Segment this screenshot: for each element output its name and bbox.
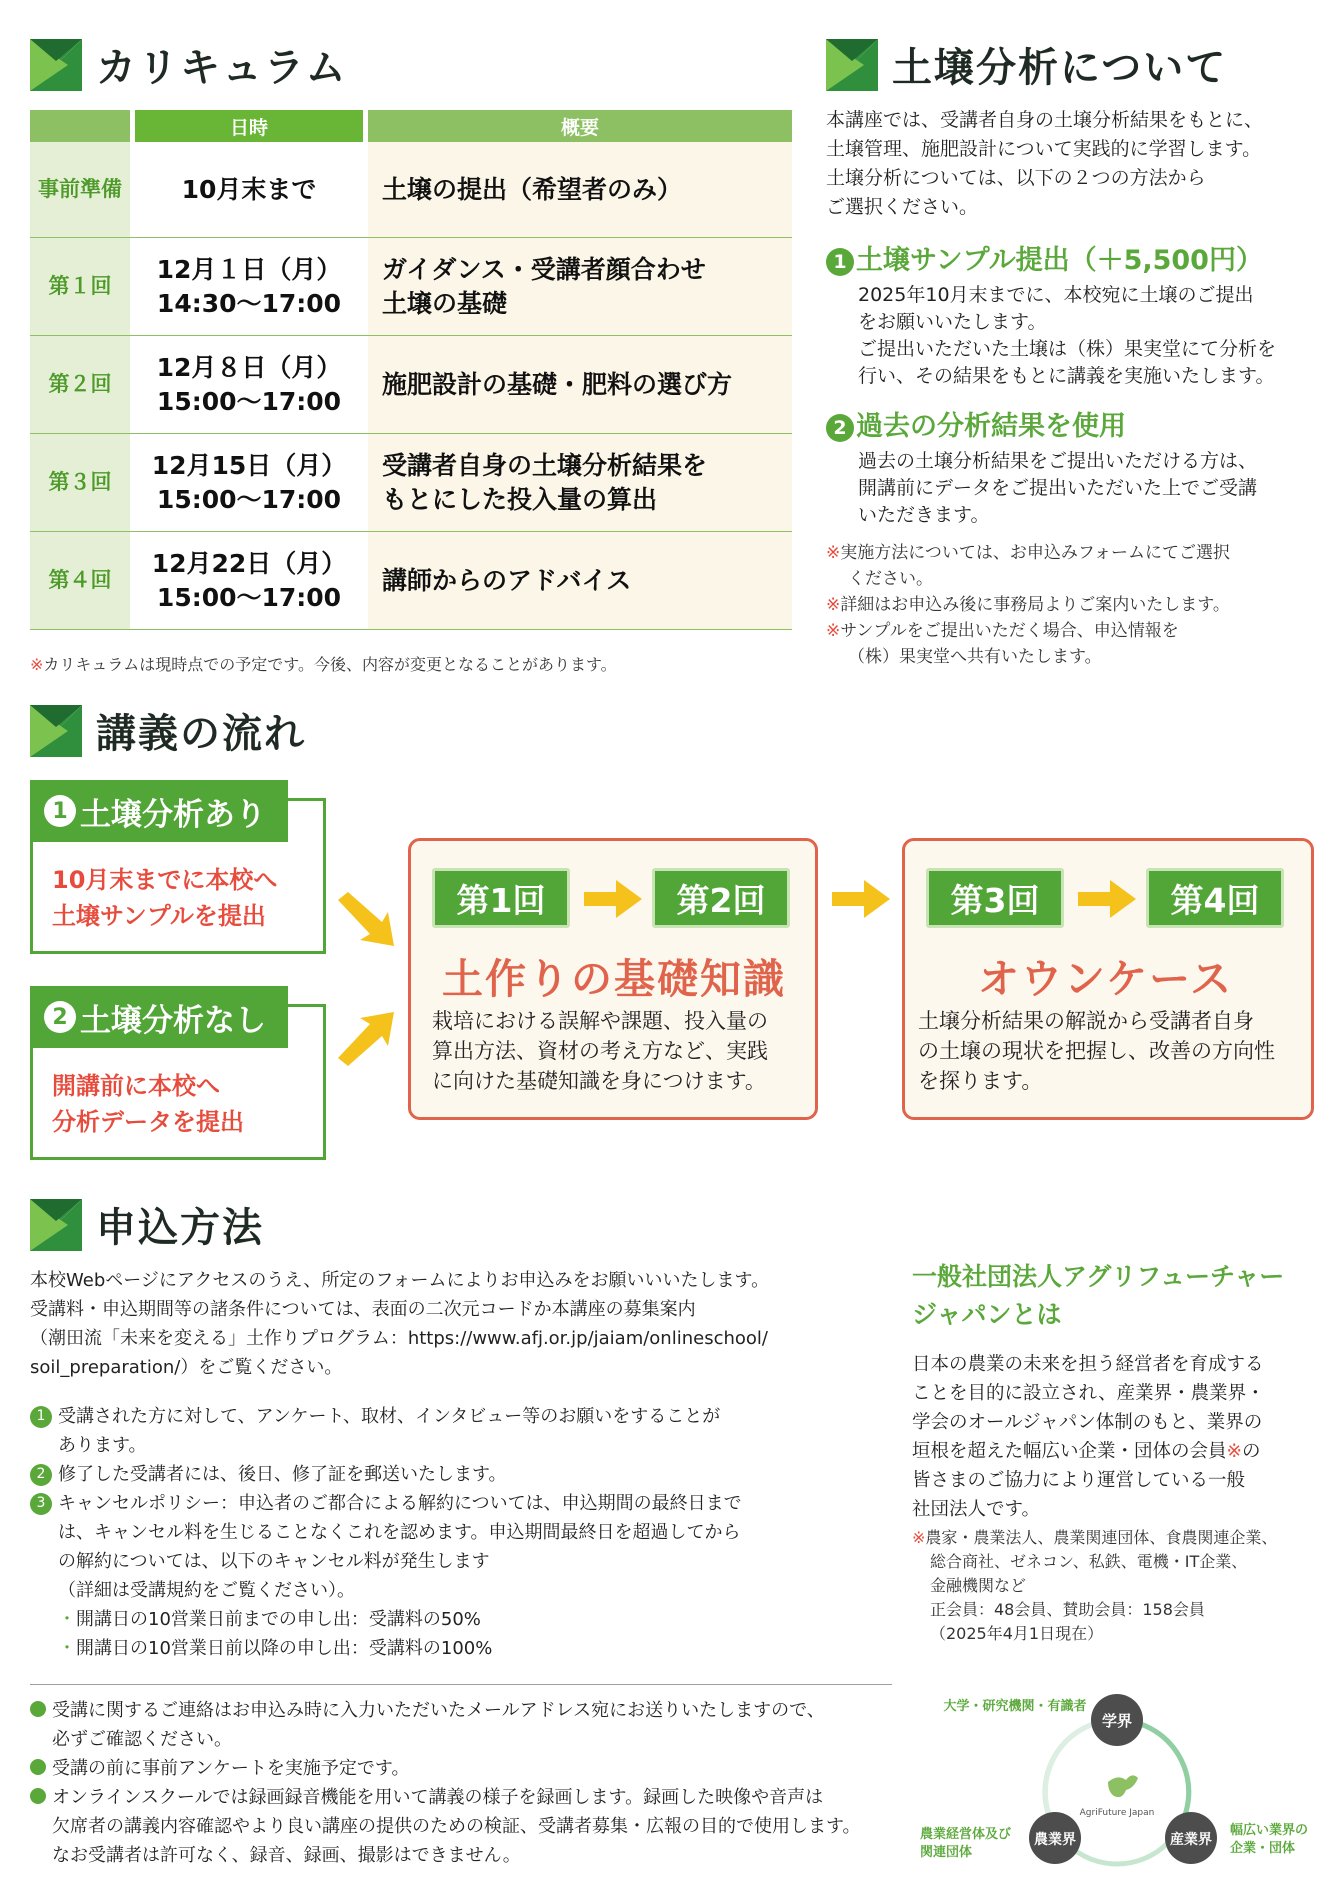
apply-item-text: 受講された方に対して、アンケート、取材、インタビュー等のお願いをすることが: [58, 1406, 721, 1427]
apply-item-line: [30, 1489, 742, 1518]
table-header: [30, 110, 792, 142]
option2-body: [858, 448, 1257, 529]
soil-note-line: [826, 618, 1230, 644]
stage1-from: 第1回: [432, 868, 570, 928]
bullet-text: オンラインスクールでは録画録音機能を用いて講義の様子を録画します。録画した映像や音声は: [52, 1787, 824, 1808]
section-leaf-icon: [30, 1199, 82, 1251]
fee-line: [30, 1605, 742, 1634]
row-date: [135, 532, 363, 629]
path-body-line: 土壌サンプルを提出: [52, 902, 266, 930]
row-date-line: 15:00～17:00: [156, 386, 342, 416]
afj-note-line: （2025年4月1日現在）: [930, 1624, 1104, 1643]
fee-text: 開講日の10営業日前以降の申し出：受講料の100%: [76, 1638, 493, 1659]
path-body-line: 分析データを提出: [52, 1108, 244, 1136]
apply-item-line: [30, 1460, 742, 1489]
row-summary-line: ガイダンス・受講者顔合わせ: [382, 254, 706, 284]
note-mark: ※: [826, 595, 841, 615]
soil-note-line: [826, 540, 1230, 566]
number-badge: 3: [30, 1493, 52, 1515]
note-text: 詳細はお申込み後に事務局よりご案内いたします。: [840, 595, 1230, 615]
soil-note-line: （株）果実堂へ共有いたします。: [848, 647, 1102, 667]
flow-title: 講義の流れ: [96, 710, 306, 757]
row-key-line: 第２回: [48, 371, 112, 396]
curriculum-title: カリキュラム: [96, 44, 348, 91]
afj-note-line: [912, 1526, 1277, 1550]
section-leaf-icon: [30, 39, 82, 91]
row-date-line: 12月１日（月）: [156, 254, 342, 284]
note-text: サンプルをご提出いただく場合、申込情報を: [840, 621, 1179, 641]
table-row: [30, 142, 792, 238]
afj-note-line: 総合商社、ゼネコン、私鉄、電機・IT企業、: [930, 1552, 1248, 1571]
afj-note-line: 正会員：48会員、賛助会員：158会員: [930, 1600, 1205, 1619]
row-date-line: 10月末まで: [181, 174, 317, 204]
stage1-line: 栽培における誤解や課題、投入量の: [432, 1009, 768, 1033]
note-mark: ※: [1226, 1441, 1243, 1462]
row-summary-line: もとにした投入量の算出: [382, 484, 658, 514]
bullet-dot-icon: [30, 1788, 46, 1804]
row-date-line: 15:00～17:00: [156, 582, 342, 612]
option1-body: [858, 282, 1276, 390]
option1-line: をお願いいたします。: [858, 311, 1047, 333]
row-key: [30, 532, 130, 629]
header-summary: 概要: [368, 110, 792, 142]
apply-intro-line: soil_preparation/）をご覧ください。: [30, 1357, 343, 1378]
soil-notes: [826, 540, 1230, 670]
afj-body-line: [912, 1495, 1265, 1524]
afj-note: [912, 1526, 1277, 1646]
apply-title: 申込方法: [96, 1204, 264, 1251]
soil-intro: [826, 106, 1263, 222]
intro-line: ご選択ください。: [826, 196, 979, 218]
option2-line: いただきます。: [858, 504, 990, 526]
arrow-up-right-icon: [334, 1008, 400, 1068]
apply-item-line: （詳細は受講規約をご覧ください）。: [58, 1580, 355, 1601]
row-date: [135, 336, 363, 433]
path-body-line: 10月末までに本校へ: [52, 866, 278, 894]
table-row: [30, 336, 792, 434]
option1-title: 1 土壌サンプル提出（＋5,500円）: [826, 238, 1263, 277]
fee-dot: ・: [58, 1609, 76, 1630]
row-summary: [368, 434, 792, 531]
option1-line: ご提出いただいた土壌は（株）果実堂にて分析を: [858, 338, 1277, 360]
left-caption: 関連団体: [920, 1845, 973, 1860]
stage2-line: を探ります。: [918, 1069, 1043, 1093]
afj-body-line: [912, 1379, 1265, 1408]
stage2-line: 土壌分析結果の解説から受講者自身: [918, 1009, 1254, 1033]
note-mark: ※: [912, 1528, 926, 1547]
arrow-down-right-icon: [334, 890, 400, 950]
japan-map-icon: [1108, 1775, 1138, 1797]
afj-body-line: [912, 1466, 1265, 1495]
section-leaf-icon: [30, 705, 82, 757]
row-key: [30, 238, 130, 335]
curriculum-heading: [30, 36, 348, 93]
apply-intro-line: 受講料・申込期間等の諸条件については、表面の二次元コードか本講座の募集案内: [30, 1299, 696, 1320]
option2-line: 過去の土壌分析結果をご提出いただける方は、: [858, 450, 1258, 472]
row-summary-line: 受講者自身の土壌分析結果を: [382, 450, 708, 480]
afj-body-text: ことを目的に設立され、産業界・農業界・: [912, 1383, 1265, 1404]
path2-body: [52, 1068, 244, 1140]
note-text: 実施方法については、お申込みフォームにてご選択: [840, 543, 1231, 563]
row-summary: [368, 532, 792, 629]
apply-item-text: キャンセルポリシー：申込者のご都合による解約については、申込期間の最終日まで: [58, 1493, 742, 1514]
intro-line: 土壌管理、施肥設計について実践的に学習します。: [826, 138, 1262, 160]
path-body-line: 開講前に本校へ: [52, 1072, 220, 1100]
stage2-line: の土壌の現状を把握し、改善の方向性: [918, 1039, 1275, 1063]
apply-heading: [30, 1196, 264, 1253]
divider: [30, 1684, 892, 1685]
afj-diagram: [912, 1688, 1322, 1894]
afj-body-text: 垣根を超えた幅広い企業・団体の会員: [912, 1441, 1227, 1462]
afj-body-text: 社団法人です。: [912, 1499, 1041, 1520]
intro-line: 本講座では、受講者自身の土壌分析結果をもとに、: [826, 109, 1264, 131]
intro-line: 土壌分析については、以下の２つの方法から: [826, 167, 1206, 189]
afj-note-text: 農家・農業法人、農業関連団体、食農関連企業、: [925, 1528, 1278, 1547]
row-key: [30, 142, 130, 237]
table-row: [30, 532, 792, 630]
bullet-line: [30, 1783, 861, 1812]
afj-body-line: [912, 1350, 1265, 1379]
section-leaf-icon: [826, 39, 878, 91]
option1-line: 行い、その結果をもとに講義を実施いたします。: [858, 365, 1275, 387]
row-date-line: 12月15日（月）: [151, 450, 347, 480]
row-summary-line: 講師からのアドバイス: [382, 565, 632, 595]
afj-title-line: ジャパンとは: [912, 1300, 1062, 1329]
row-summary-line: 土壌の提出（希望者のみ）: [382, 174, 683, 204]
note-mark: ※: [826, 621, 841, 641]
row-date: [135, 238, 363, 335]
option2-title: 2 過去の分析結果を使用: [826, 404, 1126, 443]
bullet-line: 必ずご確認ください。: [52, 1729, 232, 1750]
fee-line: [30, 1634, 742, 1663]
stage2-body: [918, 1006, 1275, 1096]
afj-body-line: [912, 1408, 1265, 1437]
afj-body-text: 学会のオールジャパン体制のもと、業界の: [912, 1412, 1263, 1433]
afj-body: [912, 1350, 1265, 1524]
soil-note-line: ください。: [848, 569, 933, 589]
table-row: [30, 434, 792, 532]
row-key-line: 準備: [80, 176, 122, 201]
left-caption: 農業経営体及び: [920, 1827, 1012, 1842]
path2-tag: 2 土壌分析なし: [30, 986, 288, 1048]
afj-body-line: [912, 1437, 1265, 1466]
arrow-right-icon: [1078, 880, 1136, 918]
row-date: [135, 434, 363, 531]
bullet-dot-icon: [30, 1701, 46, 1717]
apply-item-line: の解約については、以下のキャンセル料が発生します: [58, 1551, 490, 1572]
note-mark: ※: [826, 543, 841, 563]
fee-dot: ・: [58, 1638, 76, 1659]
soil-title: 土壌分析について: [892, 44, 1228, 91]
row-key: [30, 336, 130, 433]
afj-body-text: 日本の農業の未来を担う経営者を育成する: [912, 1354, 1264, 1375]
node-right-label: 産業界: [1170, 1832, 1212, 1848]
stage1-body: [432, 1006, 768, 1096]
apply-intro-line: （潮田流「未来を変える」土作りプログラム：https://www.afj.or.jp/jaiam/onlineschool/: [30, 1328, 768, 1349]
curriculum-table: [30, 110, 792, 630]
stage1-to: 第2回: [652, 868, 790, 928]
right-caption: 幅広い業界の: [1230, 1823, 1309, 1838]
arrow-right-icon: [584, 880, 642, 918]
stage1-title: 土作りの基礎知識: [442, 955, 786, 1003]
row-date-line: 14:30～17:00: [156, 288, 342, 318]
stage1-line: 算出方法、資材の考え方など、実践: [432, 1039, 768, 1063]
flow-heading: [30, 702, 306, 759]
afj-note-line: 金融機関など: [930, 1576, 1027, 1595]
afj-body-tail: の: [1242, 1441, 1261, 1462]
bullet-text: 受講に関するご連絡はお申込み時に入力いただいたメールアドレス宛にお送りいたしますので、: [52, 1700, 825, 1721]
right-caption: 企業・団体: [1230, 1841, 1296, 1856]
curriculum-note: ※カリキュラムは現時点での予定です。今後、内容が変更となることがあります。: [30, 655, 617, 674]
row-summary: [368, 142, 792, 237]
bullet-dot-icon: [30, 1759, 46, 1775]
node-top-label: 学界: [1101, 1712, 1133, 1730]
apply-item-line: あります。: [58, 1435, 147, 1456]
apply-intro-line: 本校Webページにアクセスのうえ、所定のフォームによりお申込みをお願いいいたします。: [30, 1270, 770, 1291]
bullet-line: [30, 1754, 861, 1783]
apply-items: [30, 1402, 742, 1663]
row-key-line: 第３回: [48, 469, 112, 494]
header-date: 日時: [135, 110, 363, 142]
apply-item-text: 修了した受講者には、後日、修了証を郵送いたします。: [58, 1464, 507, 1485]
afj-title: [912, 1258, 1284, 1334]
row-key-line: 事前: [38, 176, 80, 201]
bullet-text: 受講の前に事前アンケートを実施予定です。: [52, 1758, 410, 1779]
stage2-to: 第4回: [1146, 868, 1284, 928]
row-date-line: 15:00～17:00: [156, 484, 342, 514]
row-key: [30, 434, 130, 531]
row-date-line: 12月８日（月）: [156, 352, 342, 382]
table-row: [30, 238, 792, 336]
bullet-line: なお受講者は許可なく、録音、録画、撮影はできません。: [52, 1845, 521, 1866]
stage1-line: に向けた基礎知識を身につけます。: [432, 1069, 766, 1093]
option1-line: 2025年10月末までに、本校宛に土壌のご提出: [858, 284, 1254, 306]
row-date-line: 12月22日（月）: [151, 548, 347, 578]
apply-item-line: [30, 1402, 742, 1431]
row-summary: [368, 336, 792, 433]
number-badge: 1: [30, 1406, 52, 1428]
path1-body: [52, 862, 277, 934]
fee-text: 開講日の10営業日前までの申し出：受講料の50%: [76, 1609, 481, 1630]
path1-tag: 1 土壌分析あり: [30, 780, 288, 842]
apply-intro: [30, 1266, 769, 1382]
stage2-from: 第3回: [926, 868, 1064, 928]
soil-note-line: [826, 592, 1230, 618]
row-summary: [368, 238, 792, 335]
top-caption: 大学・研究機関・有識者: [943, 1699, 1087, 1714]
afj-title-line: 一般社団法人アグリフューチャー: [912, 1262, 1285, 1291]
option2-line: 開講前にデータをご提出いただいた上でご受講: [858, 477, 1258, 499]
row-summary-line: 土壌の基礎: [382, 288, 508, 318]
bullet-line: [30, 1696, 861, 1725]
row-key-line: 第４回: [48, 567, 112, 592]
number-badge: 2: [30, 1464, 52, 1486]
row-date: [135, 142, 363, 237]
node-left-label: 農業界: [1034, 1832, 1076, 1848]
apply-item-line: は、キャンセル料を生じることなくこれを認めます。申込期間最終日を超過してから: [58, 1522, 741, 1543]
center-label: AgriFuture Japan: [1079, 1808, 1155, 1818]
afj-body-text: 皆さまのご協力により運営している一般: [912, 1470, 1246, 1491]
apply-bullets: [30, 1696, 861, 1870]
bullet-line: 欠席者の講義内容確認やより良い講座の提供のための検証、受講者募集・広報の目的で使用します。: [52, 1816, 861, 1837]
soil-heading: [826, 36, 1227, 93]
arrow-right-icon: [832, 880, 890, 918]
row-key-line: 第１回: [48, 273, 112, 298]
row-summary-line: 施肥設計の基礎・肥料の選び方: [382, 369, 733, 399]
stage2-title: オウンケース: [978, 955, 1234, 1003]
